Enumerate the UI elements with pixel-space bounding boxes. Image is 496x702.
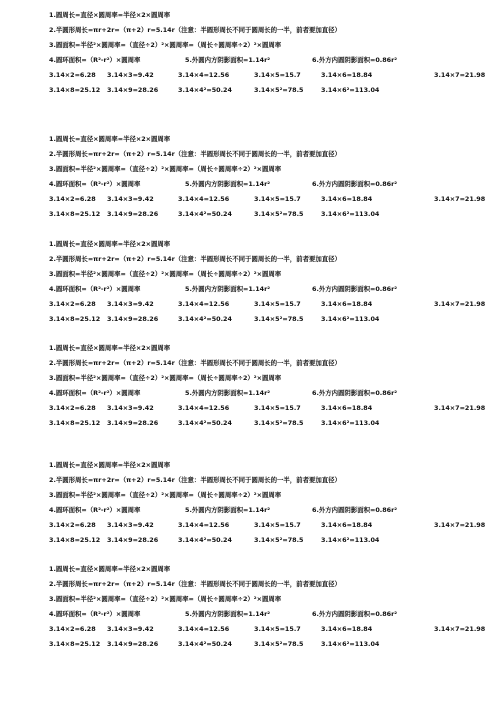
formula-circle-in-square: 6.外方内圆阴影面积=0.86r² <box>312 180 398 188</box>
product-item: 3.14×9=28.26 <box>107 315 159 323</box>
product-item: 3.14×4=12.56 <box>178 71 230 79</box>
product-item: 3.14×5=15.7 <box>254 71 301 79</box>
product-item: 3.14×3=9.42 <box>107 404 154 412</box>
products-row <box>49 533 489 548</box>
product-item: 3.14×5=15.7 <box>254 625 301 633</box>
product-item: 3.14×6=18.84 <box>321 625 373 633</box>
formula-block <box>49 8 489 98</box>
product-item: 3.14×6=18.84 <box>321 404 373 412</box>
products-row <box>49 416 489 431</box>
formula-shaded-areas <box>49 503 489 518</box>
product-item: 3.14×5=15.7 <box>254 404 301 412</box>
product-item: 3.14×2=6.28 <box>49 521 96 529</box>
product-item: 3.14×8=25.12 <box>49 640 101 648</box>
formula-ring-area: 4.圆环面积=（R²-r²）×圆周率 <box>49 610 141 618</box>
formula-ring-area: 4.圆环面积=（R²-r²）×圆周率 <box>49 56 141 64</box>
product-item: 3.14×8=25.12 <box>49 536 101 544</box>
product-item: 3.14×3=9.42 <box>107 71 154 79</box>
products-row <box>49 83 489 98</box>
product-item: 3.14×6²=113.04 <box>321 315 380 323</box>
formula-semicircle-perimeter: 2.半圆形周长=πr+2r=（π+2）r=5.14r（注意：半圆形周长不同于圆周长的一半，前者要加直径） <box>49 580 341 588</box>
product-item: 3.14×3=9.42 <box>107 625 154 633</box>
product-item: 3.14×4²=50.24 <box>178 86 232 94</box>
product-item: 3.14×4²=50.24 <box>178 640 232 648</box>
formula-circle-in-square: 6.外方内圆阴影面积=0.86r² <box>312 610 398 618</box>
product-item: 3.14×5²=78.5 <box>254 419 304 427</box>
product-item: 3.14×6=18.84 <box>321 71 373 79</box>
formula-block <box>49 237 489 327</box>
product-item: 3.14×9=28.26 <box>107 210 159 218</box>
formula-circle-in-square: 6.外方内圆阴影面积=0.86r² <box>312 285 398 293</box>
product-item: 3.14×6²=113.04 <box>321 536 380 544</box>
products-row <box>49 622 489 637</box>
formula-circle-in-square: 6.外方内圆阴影面积=0.86r² <box>312 56 398 64</box>
product-item: 3.14×9=28.26 <box>107 640 159 648</box>
formula-shaded-areas <box>49 53 489 68</box>
product-item: 3.14×5²=78.5 <box>254 210 304 218</box>
product-item: 3.14×7=21.98 <box>434 71 486 79</box>
products-row <box>49 637 489 652</box>
product-item: 3.14×3=9.42 <box>107 195 154 203</box>
formula-semicircle-perimeter: 2.半圆形周长=πr+2r=（π+2）r=5.14r（注意：半圆形周长不同于圆周长的一半，前者要加直径） <box>49 26 341 34</box>
product-item: 3.14×5²=78.5 <box>254 536 304 544</box>
product-item: 3.14×4²=50.24 <box>178 536 232 544</box>
formula-circle-area: 3.圆面积=半径²×圆周率=（直径÷2）²×圆周率=（周长÷圆周率÷2）²×圆周率 <box>49 41 282 49</box>
formula-shaded-areas <box>49 282 489 297</box>
product-item: 3.14×4=12.56 <box>178 404 230 412</box>
formula-square-in-circle: 5.外圆内方阴影面积=1.14r² <box>185 56 271 64</box>
product-item: 3.14×3=9.42 <box>107 521 154 529</box>
formula-shaded-areas <box>49 607 489 622</box>
product-item: 3.14×2=6.28 <box>49 195 96 203</box>
formula-circle-area: 3.圆面积=半径²×圆周率=（直径÷2）²×圆周率=（周长÷圆周率÷2）²×圆周率 <box>49 270 282 278</box>
formula-circumference: 1.圆周长=直径×圆周率=半径×2×圆周率 <box>49 565 171 573</box>
product-item: 3.14×2=6.28 <box>49 71 96 79</box>
product-item: 3.14×4²=50.24 <box>178 315 232 323</box>
formula-circle-in-square: 6.外方内圆阴影面积=0.86r² <box>312 506 398 514</box>
formula-block <box>49 458 489 548</box>
formula-semicircle-perimeter: 2.半圆形周长=πr+2r=（π+2）r=5.14r（注意：半圆形周长不同于圆周长的一半，前者要加直径） <box>49 255 341 263</box>
product-item: 3.14×8=25.12 <box>49 86 101 94</box>
product-item: 3.14×6²=113.04 <box>321 640 380 648</box>
formula-ring-area: 4.圆环面积=（R²-r²）×圆周率 <box>49 389 141 397</box>
formula-ring-area: 4.圆环面积=（R²-r²）×圆周率 <box>49 285 141 293</box>
formula-square-in-circle: 5.外圆内方阴影面积=1.14r² <box>185 610 271 618</box>
formula-shaded-areas <box>49 177 489 192</box>
formula-square-in-circle: 5.外圆内方阴影面积=1.14r² <box>185 285 271 293</box>
products-row <box>49 312 489 327</box>
product-item: 3.14×5²=78.5 <box>254 86 304 94</box>
product-item: 3.14×6²=113.04 <box>321 86 380 94</box>
products-row <box>49 401 489 416</box>
product-item: 3.14×3=9.42 <box>107 300 154 308</box>
product-item: 3.14×6²=113.04 <box>321 210 380 218</box>
product-item: 3.14×2=6.28 <box>49 300 96 308</box>
formula-circle-in-square: 6.外方内圆阴影面积=0.86r² <box>312 389 398 397</box>
formula-block <box>49 132 489 222</box>
product-item: 3.14×9=28.26 <box>107 86 159 94</box>
product-item: 3.14×2=6.28 <box>49 625 96 633</box>
product-item: 3.14×7=21.98 <box>434 404 486 412</box>
formula-square-in-circle: 5.外圆内方阴影面积=1.14r² <box>185 506 271 514</box>
product-item: 3.14×4²=50.24 <box>178 210 232 218</box>
product-item: 3.14×4=12.56 <box>178 300 230 308</box>
formula-square-in-circle: 5.外圆内方阴影面积=1.14r² <box>185 180 271 188</box>
product-item: 3.14×6=18.84 <box>321 195 373 203</box>
formula-circumference: 1.圆周长=直径×圆周率=半径×2×圆周率 <box>49 135 171 143</box>
product-item: 3.14×6=18.84 <box>321 300 373 308</box>
product-item: 3.14×9=28.26 <box>107 536 159 544</box>
product-item: 3.14×5=15.7 <box>254 195 301 203</box>
formula-circle-area: 3.圆面积=半径²×圆周率=（直径÷2）²×圆周率=（周长÷圆周率÷2）²×圆周率 <box>49 165 282 173</box>
products-row <box>49 68 489 83</box>
formula-ring-area: 4.圆环面积=（R²-r²）×圆周率 <box>49 506 141 514</box>
formula-circumference: 1.圆周长=直径×圆周率=半径×2×圆周率 <box>49 461 171 469</box>
formula-circumference: 1.圆周长=直径×圆周率=半径×2×圆周率 <box>49 240 171 248</box>
product-item: 3.14×5=15.7 <box>254 521 301 529</box>
products-row <box>49 207 489 222</box>
products-row <box>49 297 489 312</box>
formula-circle-area: 3.圆面积=半径²×圆周率=（直径÷2）²×圆周率=（周长÷圆周率÷2）²×圆周率 <box>49 595 282 603</box>
product-item: 3.14×2=6.28 <box>49 404 96 412</box>
formula-square-in-circle: 5.外圆内方阴影面积=1.14r² <box>185 389 271 397</box>
product-item: 3.14×4²=50.24 <box>178 419 232 427</box>
product-item: 3.14×9=28.26 <box>107 419 159 427</box>
products-row <box>49 518 489 533</box>
product-item: 3.14×8=25.12 <box>49 210 101 218</box>
product-item: 3.14×4=12.56 <box>178 625 230 633</box>
product-item: 3.14×6²=113.04 <box>321 419 380 427</box>
formula-block <box>49 562 489 652</box>
product-item: 3.14×7=21.98 <box>434 521 486 529</box>
products-row <box>49 192 489 207</box>
product-item: 3.14×5²=78.5 <box>254 640 304 648</box>
formula-circumference: 1.圆周长=直径×圆周率=半径×2×圆周率 <box>49 11 171 19</box>
formula-semicircle-perimeter: 2.半圆形周长=πr+2r=（π+2）r=5.14r（注意：半圆形周长不同于圆周长的一半，前者要加直径） <box>49 359 341 367</box>
formula-semicircle-perimeter: 2.半圆形周长=πr+2r=（π+2）r=5.14r（注意：半圆形周长不同于圆周长的一半，前者要加直径） <box>49 150 341 158</box>
formula-ring-area: 4.圆环面积=（R²-r²）×圆周率 <box>49 180 141 188</box>
formula-circumference: 1.圆周长=直径×圆周率=半径×2×圆周率 <box>49 344 171 352</box>
product-item: 3.14×7=21.98 <box>434 195 486 203</box>
product-item: 3.14×7=21.98 <box>434 625 486 633</box>
product-item: 3.14×7=21.98 <box>434 300 486 308</box>
formula-circle-area: 3.圆面积=半径²×圆周率=（直径÷2）²×圆周率=（周长÷圆周率÷2）²×圆周率 <box>49 491 282 499</box>
product-item: 3.14×5=15.7 <box>254 300 301 308</box>
product-item: 3.14×8=25.12 <box>49 419 101 427</box>
formula-block <box>49 341 489 431</box>
product-item: 3.14×6=18.84 <box>321 521 373 529</box>
product-item: 3.14×4=12.56 <box>178 195 230 203</box>
formula-shaded-areas <box>49 386 489 401</box>
formula-circle-area: 3.圆面积=半径²×圆周率=（直径÷2）²×圆周率=（周长÷圆周率÷2）²×圆周率 <box>49 374 282 382</box>
product-item: 3.14×4=12.56 <box>178 521 230 529</box>
product-item: 3.14×8=25.12 <box>49 315 101 323</box>
product-item: 3.14×5²=78.5 <box>254 315 304 323</box>
formula-semicircle-perimeter: 2.半圆形周长=πr+2r=（π+2）r=5.14r（注意：半圆形周长不同于圆周长的一半，前者要加直径） <box>49 476 341 484</box>
